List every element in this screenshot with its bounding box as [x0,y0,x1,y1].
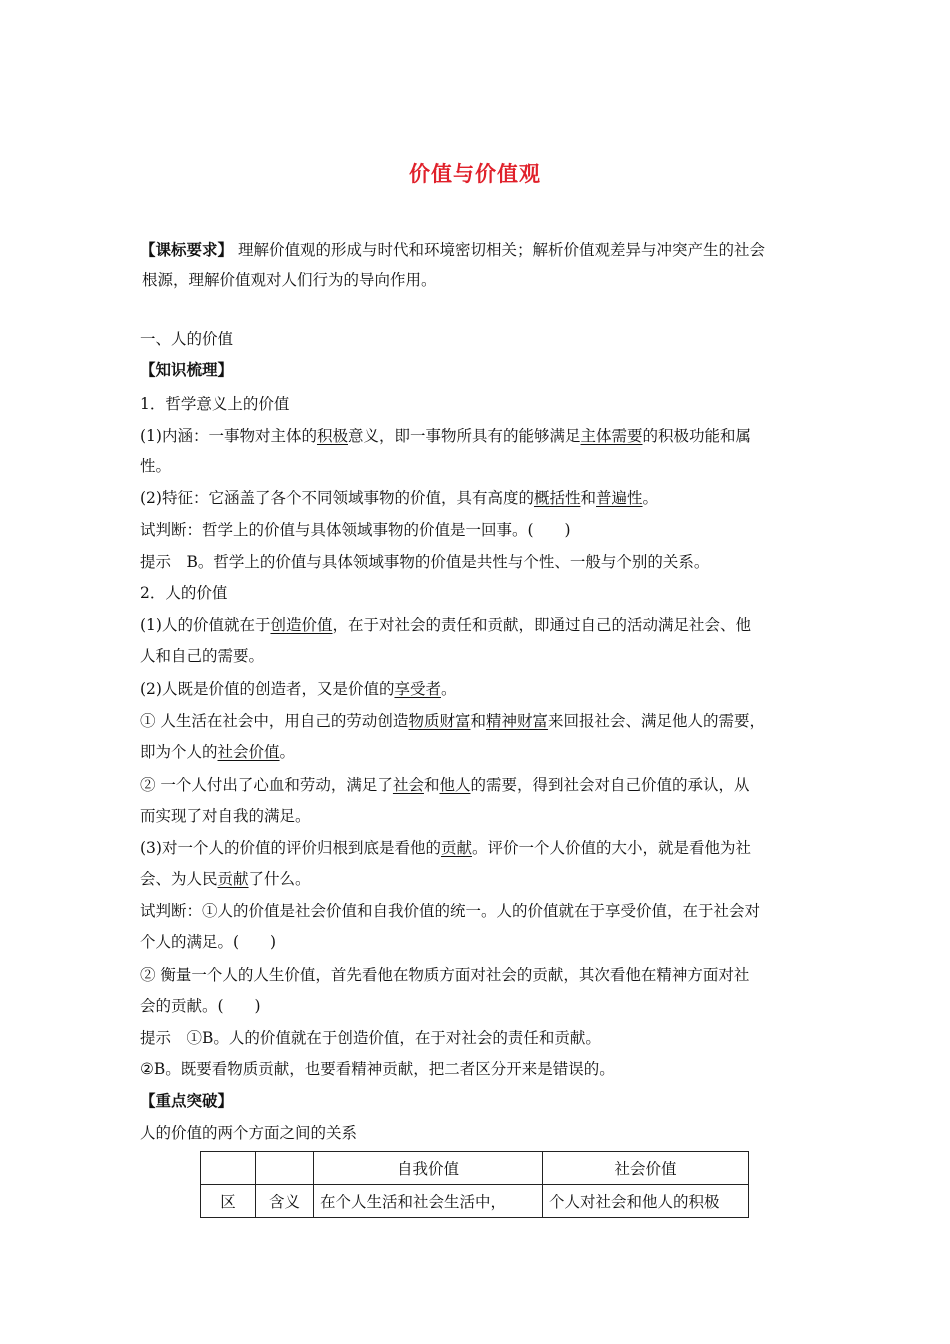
text: ① 人生活在社会中，用自己的劳动创造 [140,712,409,730]
s2-judge1-line2: 个人的满足。( ) [140,933,277,951]
s1-p2 [140,486,820,508]
s2-p5-line2 [140,867,820,889]
text: 来回报社会、满足他人的需要， [547,712,765,730]
text: ② 一个人付出了心血和劳动，满足了 [140,776,393,794]
s2-p3-line2 [140,740,820,762]
s2-p4-line1 [140,773,820,795]
table-cell: 在个人生活和社会生活中， [314,1185,543,1218]
underlined-term: 积极 [316,427,348,445]
knowledge-tag: 【知识梳理】 [140,361,234,379]
underlined-term: 贡献 [440,839,472,857]
underlined-term: 他人 [439,776,471,794]
text: (3)对一个人的价值的评价归根到底是看他的 [140,839,441,857]
s2-title: 2．人的价值 [140,584,228,602]
s2-p2 [140,677,820,699]
requirement-tag: 【课标要求】 [140,240,234,259]
s2-p3-line1 [140,709,820,731]
s1-p1-line2: 性。 [140,457,172,475]
text: 了什么。 [248,870,311,888]
underlined-term: 普遍性 [596,489,643,507]
text: 和 [423,776,440,794]
requirement-paragraph [140,235,812,295]
underlined-term: 精神财富 [485,712,548,730]
text: (2)特征：它涵盖了各个不同领域事物的价值，具有高度的 [140,489,534,507]
s2-p5-line1 [140,836,820,858]
key-points-tag: 【重点突破】 [140,1092,234,1110]
underlined-term: 主体需要 [580,427,643,445]
text: 即为个人的 [140,743,218,761]
underlined-term: 创造价值 [270,616,333,634]
text: (1)人的价值就在于 [140,616,271,634]
header-self-value: 自我价值 [314,1152,543,1185]
text: ，在于对社会的责任和贡献，即通过自己的活动满足社会、他 [332,616,751,634]
s2-judge2-line2: 会的贡献。( ) [140,997,261,1015]
page-title: 价值与价值观 [409,162,541,186]
underlined-term: 享受者 [394,680,441,698]
s1-p1-line1 [140,424,820,446]
underlined-term: 贡献 [217,870,249,888]
text: 的积极功能和属 [642,427,752,445]
requirement-line1: 理解价值观的形成与时代和环境密切相关；解析价值观差异与冲突产生的社会 [237,241,765,259]
text: 会、为人民 [140,870,218,888]
text: 。 [279,743,296,761]
text: 和 [470,712,486,730]
text: 。评价一个人价值的大小，就是看他为社 [471,839,751,857]
text: 。 [642,489,659,507]
text: (2)人既是价值的创造者，又是价值的 [140,680,395,698]
table-row [201,1185,749,1218]
value-relation-table [200,1151,749,1218]
table-header-row [201,1152,749,1185]
table-cell: 含义 [256,1185,314,1218]
text: 。 [440,680,457,698]
table-cell-empty [256,1152,314,1185]
requirement-line2: 根源，理解价值观对人们行为的导向作用。 [142,271,437,289]
text: 和 [580,489,596,507]
s2-judge1-line1: 试判断：①人的价值是社会价值和自我价值的统一。人的价值就在于享受价值，在于社会对 [140,902,761,920]
section1-heading: 一、人的价值 [140,330,234,348]
text: 的需要，得到社会对自己价值的承认，从 [470,776,750,794]
underlined-term: 物质财富 [408,712,471,730]
table-cell: 区 [201,1185,256,1218]
text: (1)内涵：一事物对主体的 [140,427,317,445]
s1-hint: 提示 B。哲学上的价值与具体领域事物的价值是共性与个性、一般与个别的关系。 [140,553,710,571]
s2-judge2-line1: ② 衡量一个人的人生价值，首先看他在物质方面对社会的贡献，其次看他在精神方面对社 [140,966,750,984]
s2-p1-line2: 人和自己的需要。 [140,647,265,665]
s2-hint1: 提示 ①B。人的价值就在于创造价值，在于对社会的责任和贡献。 [140,1029,601,1047]
s2-p1-line1 [140,613,820,635]
s1-judge: 试判断：哲学上的价值与具体领域事物的价值是一回事。( ) [140,521,571,539]
table-caption: 人的价值的两个方面之间的关系 [140,1124,358,1142]
s1-title: 1．哲学意义上的价值 [140,395,290,413]
underlined-term: 社会价值 [217,743,280,761]
header-social-value: 社会价值 [543,1152,749,1185]
table-cell-empty [201,1152,256,1185]
underlined-term: 概括性 [533,489,581,507]
text: 意义，即一事物所具有的能够满足 [347,427,581,445]
table-cell: 个人对社会和他人的积极 [543,1185,749,1218]
s2-hint2: ②B。既要看物质贡献，也要看精神贡献，把二者区分开来是错误的。 [140,1060,615,1078]
s2-p4-line2: 而实现了对自我的满足。 [140,807,311,825]
underlined-term: 社会 [392,776,424,794]
